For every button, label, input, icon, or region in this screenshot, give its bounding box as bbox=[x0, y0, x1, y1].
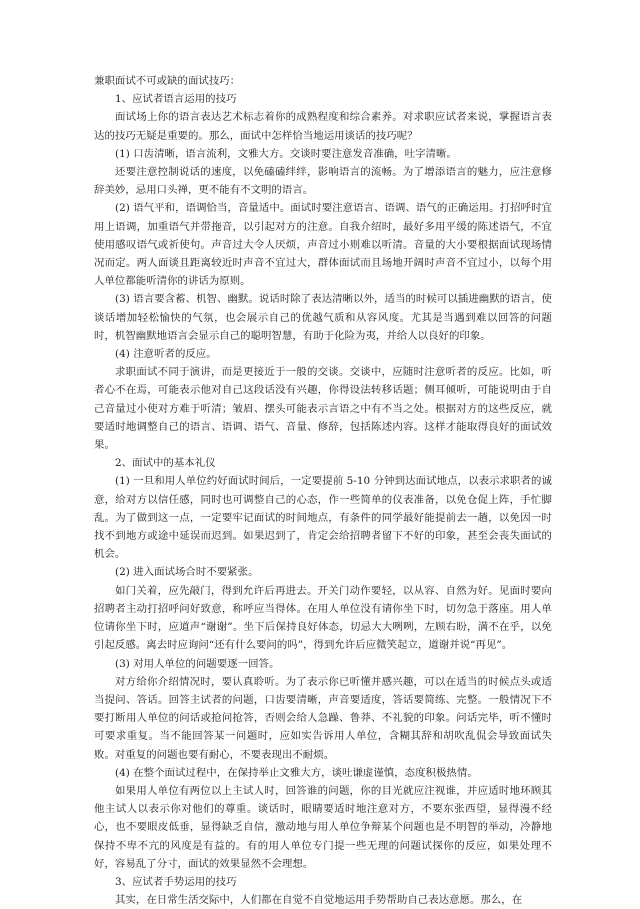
paragraph: (1) 一旦和用人单位约好面试时间后，一定要提前 5-10 分钟到达面试地点，以表示求职者的诚意，给对方以信任感，同时也可调整自己的心态，作一些简单的仪表准备，以免仓促上阵，手忙脚乱。为了做到这一点，一定要牢记面试的时间地点，有条件的同学最好能提前去一趟，以免因一时找不到地方或途中延误而迟到。如果迟到了，肯定会给招聘者留下不好的印象，甚至会丧失面试的机会。 bbox=[94, 475, 552, 561]
paragraph: 如果用人单位有两位以上主试人时，回答谁的问题，你的目光就应注视谁，并应适时地环顾其他主试人以表示你对他们的尊重。谈话时，眼睛要适时地注意对方，不要东张西望，显得漫不经心，也不要眼皮低垂，显得缺乏自信，激动地与用人单位争辩某个问题也是不明智的举动，冷静地保持不卑不亢的风度是有益的。有的用人单位专门提一些无理的问题试探你的反应，如果处理不好，容易乱了分寸，面试的效果显然不会理想。 bbox=[94, 784, 552, 870]
paragraph: 还要注意控制说话的速度，以免磕磕绊绊，影响语言的流畅。为了增添语言的魅力，应注意修辞美妙，忌用口头禅，更不能有不文明的语言。 bbox=[94, 166, 552, 197]
document-page bbox=[94, 72, 552, 909]
paragraph: 对方给你介绍情况时，要认真聆听。为了表示你已听懂并感兴趣，可以在适当的时候点头或适当提问、答话。回答主试者的问题，口齿要清晰，声音要适度，答话要简练、完整。一般情况下不要打断用人单位的问话或抢问抢答，否则会给人急躁、鲁莽、不礼貌的印象。问话完毕，听不懂时可要求重复。当不能回答某一问题时，应如实告诉用人单位，含糊其辞和胡吹乱侃会导致面试失败。对重复的问题也要有耐心，不要表现出不耐烦。 bbox=[94, 675, 552, 761]
document-title: 兼职面试不可或缺的面试技巧： bbox=[94, 75, 241, 87]
paragraph: (3) 语言要含蓄、机智、幽默。说话时除了表达清晰以外，适当的时候可以插进幽默的语言，使谈话增加轻松愉快的气氛，也会展示自己的优越气质和从容风度。尤其是当遇到难以回答的问题时，机智幽默地语言会显示自己的聪明智慧，有助于化险为夷，并给人以良好的印象。 bbox=[94, 293, 552, 342]
paragraph: (2) 进入面试场合时不要紧张。 bbox=[115, 566, 259, 579]
document-body bbox=[94, 90, 552, 909]
paragraph: (3) 对用人单位的问题要逐一回答。 bbox=[115, 657, 280, 670]
paragraph: (1) 口齿清晰，语言流利，文雅大方。交谈时要注意发音准确，吐字清晰。 bbox=[115, 147, 457, 160]
paragraph: 面试场上你的语言表达艺术标志着你的成熟程度和综合素养。对求职应试者来说，掌握语言表达的技巧无疑是重要的。那么，面试中怎样恰当地运用谈话的技巧呢？ bbox=[94, 111, 552, 142]
paragraph: 求职面试不同于演讲，而是更接近于一般的交谈。交谈中，应随时注意听者的反应。比如，听者心不在焉，可能表示他对自己这段话没有兴趣，你得设法转移话题；侧耳倾听，可能说明由于自己音量过小使对方难于听清；皱眉、摆头可能表示言语之中有不当之处。根据对方的这些反应，就要适时地调整自己的语言、语调、语气、音量、修辞，包括陈述内容。这样才能取得良好的面试效果。 bbox=[94, 366, 552, 452]
paragraph: 如门关着，应先敲门，得到允许后再进去。开关门动作要轻，以从容、自然为好。见面时要向招聘者主动打招呼问好致意，称呼应当得体。在用人单位没有请你坐下时，切勿急于落座。用人单位请你坐下时，应道声“谢谢”。坐下后保持良好体态，切忌大大咧咧，左顾右盼，满不在乎，以免引起反感。离去时应询问“还有什么要问的吗”，得到允许后应微笑起立，道谢并说“再见”。 bbox=[94, 584, 552, 652]
section-heading: 1、应试者语言运用的技巧 bbox=[115, 93, 237, 106]
section-heading: 3、应试者手势运用的技巧 bbox=[115, 875, 237, 888]
paragraph: (4) 在整个面试过程中，在保持举止文雅大方，谈吐谦虚谨慎，态度积极热情。 bbox=[115, 766, 478, 779]
paragraph: (4) 注意听者的反应。 bbox=[115, 348, 217, 361]
paragraph: 其实，在日常生活交际中，人们都在自觉不自觉地运用手势帮助自己表达意愿。那么，在 bbox=[115, 894, 523, 907]
section-heading: 2、面试中的基本礼仪 bbox=[115, 457, 216, 470]
paragraph: (2) 语气平和，语调恰当，音量适中。面试时要注意语言、语调、语气的正确运用。打招呼时宜用上语调，加重语气并带拖音，以引起对方的注意。自我介绍时，最好多用平缓的陈述语气，不宜使用感叹语气或祈使句。声音过大令人厌烦，声音过小则难以听清。音量的大小要根据面试现场情况而定。两人面谈且距离较近时声音不宜过大，群体面试而且场地开阔时声音不宜过小，以每个用人单位都能听清你的讲话为原则。 bbox=[94, 202, 552, 288]
